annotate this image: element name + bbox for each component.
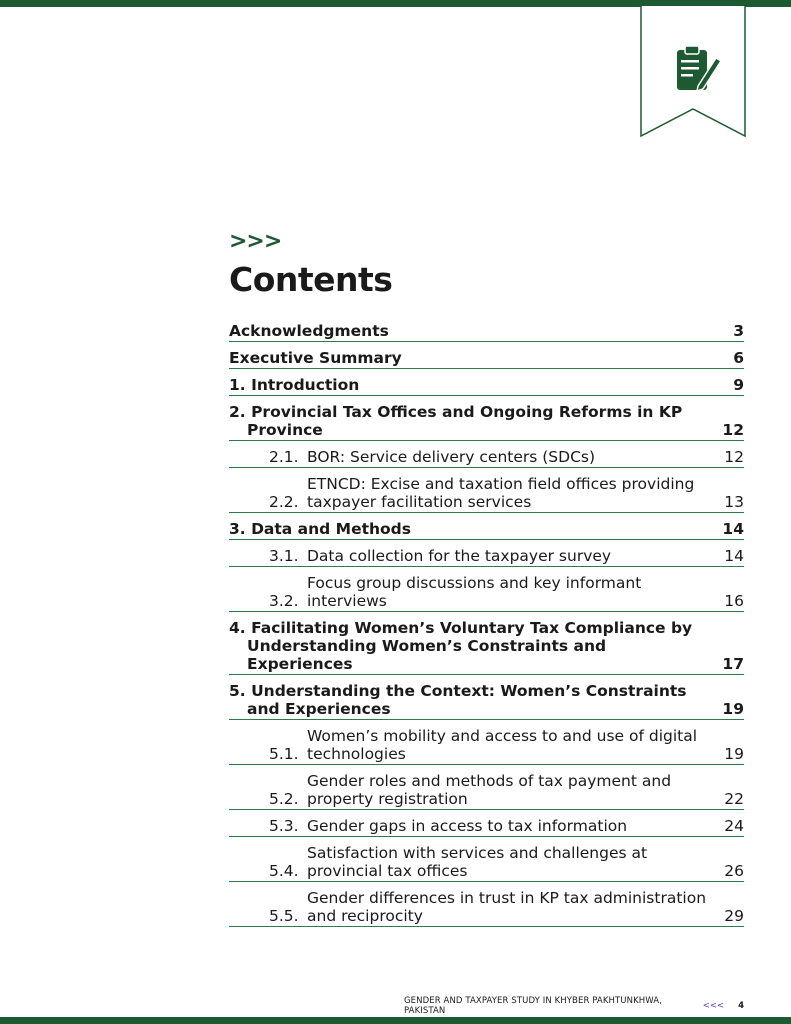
toc-entry-title: 1. Introduction (229, 376, 360, 394)
toc-subentry[interactable] (229, 887, 744, 927)
toc-entry-title: Data collection for the taxpayer survey (307, 547, 612, 565)
toc-entry-title: Executive Summary (229, 349, 402, 367)
toc-entry-page: 17 (722, 655, 744, 673)
toc-subentry[interactable] (229, 815, 744, 837)
toc-entry[interactable] (229, 401, 744, 441)
toc-entry[interactable] (229, 320, 744, 342)
footer-title: GENDER AND TAXPAYER STUDY IN KHYBER PAKHTUNKHWA, PAKISTAN (404, 996, 663, 1016)
toc-entry-title: Focus group discussions and key informant interviews (307, 574, 642, 610)
toc-entry-number: 5.5. (269, 907, 299, 925)
toc-entry-title: Gender gaps in access to tax information (307, 817, 628, 835)
toc-entry-title: 5. Understanding the Context: Women’s Constraints and Experiences (229, 682, 687, 718)
toc-entry-number: 2.2. (269, 493, 299, 511)
toc-subentry[interactable] (229, 770, 744, 810)
page-number: 4 (738, 1001, 744, 1011)
toc-entry-number: 2.1. (269, 448, 299, 466)
toc-entry[interactable] (229, 347, 744, 369)
toc-entry-page: 14 (722, 520, 744, 538)
toc-entry-page: 29 (724, 907, 744, 925)
footer-arrows: <<< (702, 1001, 725, 1011)
toc-entry-page: 22 (724, 790, 744, 808)
toc-entry-page: 19 (724, 745, 744, 763)
toc-entry-title: 2. Provincial Tax Offices and Ongoing Reforms in KP Province (229, 403, 683, 439)
page-title: Contents (229, 260, 393, 299)
toc-entry-page: 6 (733, 349, 744, 367)
toc-entry-page: 3 (733, 322, 744, 340)
toc-entry-title: BOR: Service delivery centers (SDCs) (307, 448, 596, 466)
toc-entry[interactable] (229, 680, 744, 720)
toc-entry[interactable] (229, 518, 744, 540)
toc-entry-number: 5.1. (269, 745, 299, 763)
toc-entry-page: 19 (722, 700, 744, 718)
toc-entry-page: 13 (724, 493, 744, 511)
bottom-band (0, 1017, 791, 1024)
toc-entry-page: 12 (724, 448, 744, 466)
toc-entry-number: 5.4. (269, 862, 299, 880)
toc-entry-page: 24 (724, 817, 744, 835)
toc-entry-title: Acknowledgments (229, 322, 389, 340)
toc-entry-title: ETNCD: Excise and taxation field offices providing taxpayer facilitation services (307, 475, 695, 511)
toc-entry-title: Satisfaction with services and challenges at provincial tax offices (307, 844, 648, 880)
toc-subentry[interactable] (229, 473, 744, 513)
toc-entry-number: 5.3. (269, 817, 299, 835)
toc-subentry[interactable] (229, 842, 744, 882)
toc-entry-page: 12 (722, 421, 744, 439)
toc-entry[interactable] (229, 374, 744, 396)
toc-subentry[interactable] (229, 725, 744, 765)
toc-entry-page: 26 (724, 862, 744, 880)
toc-subentry[interactable] (229, 572, 744, 612)
toc-entry-number: 5.2. (269, 790, 299, 808)
toc-entry-title: 3. Data and Methods (229, 520, 411, 538)
toc-entry-number: 3.2. (269, 592, 299, 610)
toc-entry-page: 16 (724, 592, 744, 610)
toc-subentry[interactable] (229, 545, 744, 567)
toc-entry-page: 9 (733, 376, 744, 394)
section-marker: >>> (229, 229, 282, 254)
ribbon-bookmark (640, 6, 746, 138)
toc-entry-number: 3.1. (269, 547, 299, 565)
toc-entry-title: Gender differences in trust in KP tax administration and reciprocity (307, 889, 707, 925)
toc-entry-title: Women’s mobility and access to and use of digital technologies (307, 727, 698, 763)
toc-subentry[interactable] (229, 446, 744, 468)
table-of-contents (229, 320, 744, 932)
toc-entry-title: 4. Facilitating Women’s Voluntary Tax Compliance by Understanding Women’s Constraints and Experiences (229, 619, 693, 673)
toc-entry-title: Gender roles and methods of tax payment and property registration (307, 772, 672, 808)
toc-entry[interactable] (229, 617, 744, 675)
page-footer (404, 996, 744, 1016)
toc-entry-page: 14 (724, 547, 744, 565)
